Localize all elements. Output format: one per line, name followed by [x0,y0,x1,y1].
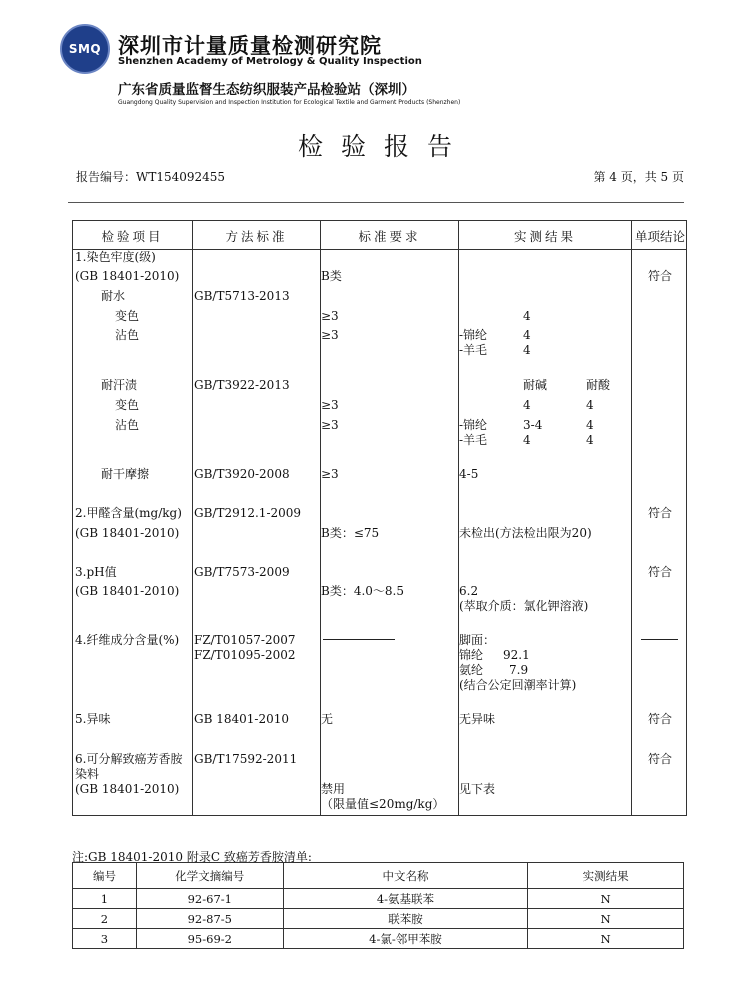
table-row [73,929,684,949]
row-name: 4-氯-邻甲苯胺 [283,929,528,949]
header-result: 实测结果 [513,229,576,244]
table-row [73,909,684,929]
item-colour-fastness: 1.染色牢度(级) [75,250,156,264]
row-no: 2 [73,909,137,929]
sub-item-colour-change: 变色 [115,398,140,412]
fiber-label: -锦纶 [459,328,488,342]
row-no: 3 [73,929,137,949]
amine-table [72,862,684,949]
item-formaldehyde: 2.甲醛含量(mg/kg) [75,506,182,520]
requirement-limit: （限量值≤20mg/kg） [321,797,445,811]
result-note: (萃取介质：氯化钾溶液) [459,599,589,613]
row-result: N [528,889,684,909]
sub-item-water: 耐水 [101,289,126,303]
header-divider [68,202,684,203]
fiber-label: -羊毛 [459,343,488,357]
row-cas: 92-67-1 [136,889,283,909]
requirement: B类：4.0～8.5 [321,584,404,598]
header-cas: 化学文摘编号 [136,863,283,889]
requirement: 无 [321,712,334,726]
station-name-en: Guangdong Quality Supervision and Inspection Institution for Ecological Textile and Garment Products (Shenzhen) [118,99,461,106]
method-standard: FZ/T01057-2007 [194,633,296,647]
result: 4 [523,328,531,342]
item-ph: 3.pH值 [75,565,117,579]
requirement-class: B类 [321,269,342,283]
method-standard: GB/T3922-2013 [194,378,290,392]
result: 未检出(方法检出限为20) [459,526,592,540]
sub-item-dry-rubbing: 耐干摩擦 [101,467,150,481]
fiber-label: 氨纶 [459,663,484,677]
requirement: ≥3 [321,398,339,412]
row-cas: 92-87-5 [136,909,283,929]
item-standard: (GB 18401-2010) [75,782,180,796]
result-heading: 脚面： [459,633,496,647]
result-note: (结合公定回潮率计算) [459,678,577,692]
result: 92.1 [503,648,530,662]
item-standard: (GB 18401-2010) [75,269,180,283]
fiber-label: -锦纶 [459,418,488,432]
item-standard: (GB 18401-2010) [75,584,180,598]
result: 4 [586,398,594,412]
result-acid-header: 耐酸 [586,378,611,392]
method-standard: GB/T3920-2008 [194,467,290,481]
requirement: ≥3 [321,309,339,323]
row-result: N [528,929,684,949]
header-result: 实测结果 [528,863,684,889]
conclusion-dash [641,639,678,640]
result: 7.9 [509,663,529,677]
conclusion: 符合 [648,269,673,283]
method-standard: GB/T7573-2009 [194,565,290,579]
col-divider [192,221,193,815]
station-name-cn: 广东省质量监督生态纺织服装产品检验站（深圳） [118,82,415,98]
org-name-en: Shenzhen Academy of Metrology & Quality Inspection [118,56,422,67]
requirement: ≥3 [321,418,339,432]
header-name: 中文名称 [283,863,528,889]
requirement: B类：≤75 [321,526,380,540]
sub-item-staining: 沾色 [115,418,140,432]
result: 4 [523,309,531,323]
amine-list-note: 注:GB 18401-2010 附录C 致癌芳香胺清单: [72,850,312,864]
result: 3-4 [523,418,543,432]
item-odour: 5.异味 [75,712,111,726]
report-title: 检验报告 [297,132,470,161]
method-standard: GB 18401-2010 [194,712,289,726]
org-name-cn: 深圳市计量质量检测研究院 [118,34,382,58]
fiber-label: 锦纶 [459,648,484,662]
smq-logo [60,24,110,74]
row-no: 1 [73,889,137,909]
conclusion: 符合 [648,506,673,520]
row-result: N [528,909,684,929]
page-indicator: 第 4 页，共 5 页 [593,170,684,184]
requirement: ≥3 [321,467,339,481]
col-divider [631,221,632,815]
result: 4 [523,433,531,447]
header-requirement: 标准要求 [358,229,421,244]
method-standard: GB/T2912.1-2009 [194,506,302,520]
method-standard: GB/T5713-2013 [194,289,290,303]
result: 4 [523,343,531,357]
sub-item-colour-change: 变色 [115,309,140,323]
result-alkaline-header: 耐碱 [523,378,548,392]
logo-text: SMQ [68,42,102,56]
result: 4 [523,398,531,412]
conclusion: 符合 [648,565,673,579]
result: 无异味 [459,712,496,726]
amine-table-header [73,863,684,889]
row-cas: 95-69-2 [136,929,283,949]
result: 4 [586,418,594,432]
item-fibre-content: 4.纤维成分含量(%) [75,633,180,647]
conclusion: 符合 [648,752,673,766]
header-row-divider [73,249,686,250]
result: 4-5 [459,467,479,481]
method-standard: GB/T17592-2011 [194,752,298,766]
row-name: 4-氨基联苯 [283,889,528,909]
conclusion: 符合 [648,712,673,726]
sub-item-perspiration: 耐汗渍 [101,378,138,392]
fiber-label: -羊毛 [459,433,488,447]
item-azo-dyes: 6.可分解致癌芳香胺 [75,752,183,766]
header-conclusion: 单项结论 [634,229,685,244]
report-number: 报告编号：WT154092455 [76,170,226,184]
result: 见下表 [459,782,496,796]
requirement-dash [323,639,395,640]
header-no: 编号 [73,863,137,889]
result: 4 [586,433,594,447]
table-row [73,889,684,909]
header-method: 方法标准 [225,229,288,244]
requirement: ≥3 [321,328,339,342]
result: 6.2 [459,584,479,598]
item-standard: (GB 18401-2010) [75,526,180,540]
inspection-table [72,220,687,816]
requirement: 禁用 [321,782,346,796]
header-item: 检验项目 [101,229,164,244]
item-azo-dyes-cont: 染料 [75,767,100,781]
sub-item-staining: 沾色 [115,328,140,342]
method-standard: FZ/T01095-2002 [194,648,296,662]
row-name: 联苯胺 [283,909,528,929]
